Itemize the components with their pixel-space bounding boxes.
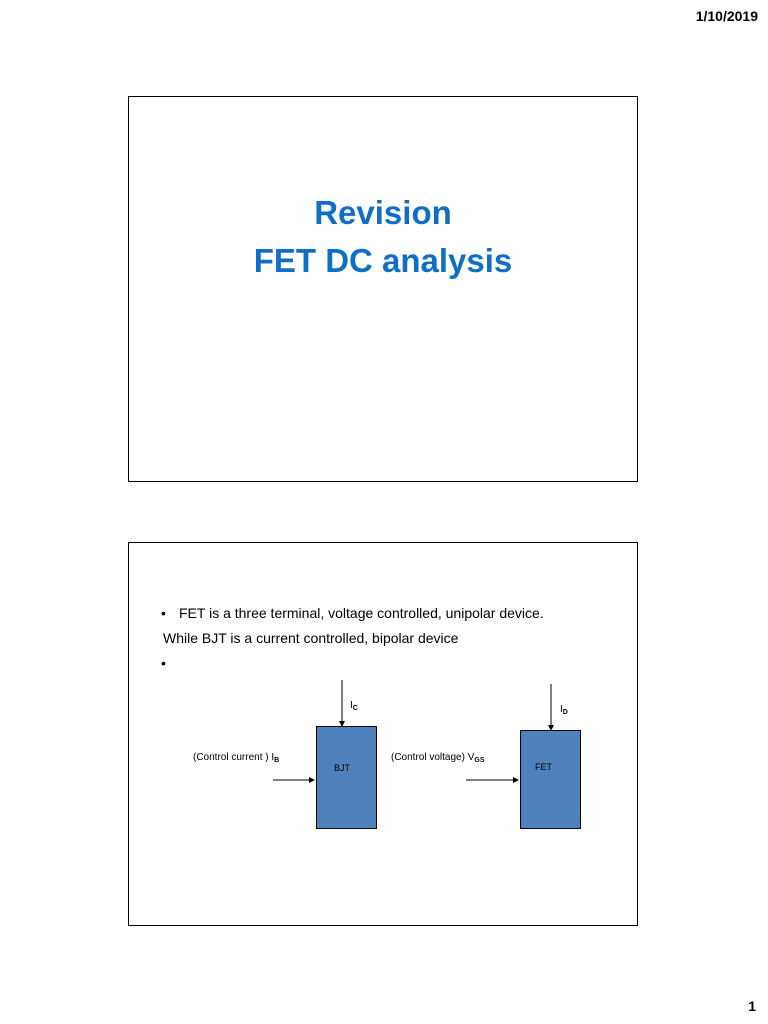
bjt-output-label: $I_C$ — [350, 700, 358, 712]
bullet-marker: • — [161, 655, 166, 671]
page-date: 1/10/2019 — [695, 8, 758, 24]
bjt-block-label: BJT — [334, 763, 351, 773]
slide-1 — [128, 96, 638, 482]
fet-input-label: (Control voltage) $V_{GS}$ — [391, 752, 485, 764]
page-number: 1 — [748, 998, 756, 1014]
bullet-text: FET is a three terminal, voltage controlled, unipolar device. — [179, 605, 544, 621]
fet-block-label: FET — [535, 762, 552, 772]
bjt-input-label: (Control current ) $I_B$ — [193, 752, 280, 764]
title-line-2: FET DC analysis — [253, 242, 513, 279]
continuation-line: While BJT is a current controlled, bipolar device — [163, 630, 459, 646]
slide-title — [129, 189, 637, 285]
fet-output-label: $I_D$ — [560, 704, 568, 716]
bjt-block — [316, 726, 377, 829]
slide-2 — [128, 542, 638, 926]
bullet-marker: • — [161, 605, 166, 621]
title-line-1: Revision — [314, 194, 452, 231]
fet-block — [520, 730, 581, 829]
